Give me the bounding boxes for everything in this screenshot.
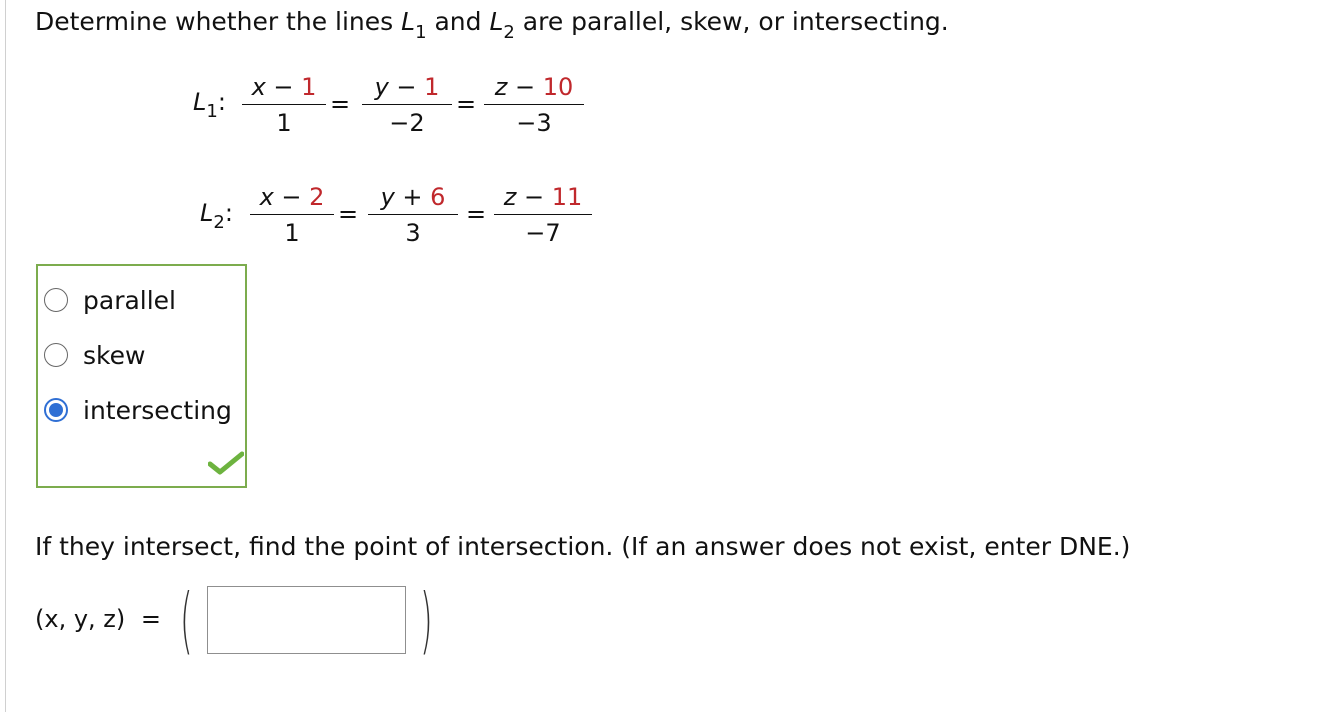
option-intersecting[interactable] <box>44 395 232 425</box>
line1-z-constant: 10 <box>542 73 574 101</box>
option-label: parallel <box>83 285 177 315</box>
point-variables: (x, y, z) <box>35 605 126 633</box>
line2-label <box>200 199 233 233</box>
question-part1: Determine whether the lines <box>35 7 402 36</box>
answer-options-box <box>36 264 247 488</box>
line-subscript-1: 1 <box>415 22 427 43</box>
equals-sign: = <box>338 200 359 228</box>
line1-y-denominator: −2 <box>389 109 425 137</box>
line2-name: L <box>200 199 214 227</box>
line2-y-numerator: y + <box>380 183 431 211</box>
radio-button[interactable] <box>44 343 68 367</box>
equals-sign: = <box>330 90 351 118</box>
line1-name: L <box>193 88 207 116</box>
open-paren: ( <box>180 578 193 662</box>
line-subscript-2: 2 <box>503 22 515 43</box>
line1-x-fraction <box>242 72 326 138</box>
left-border <box>5 0 6 712</box>
question-and: and <box>426 7 490 36</box>
point-equals: = <box>140 605 161 633</box>
question-part2: are parallel, skew, or intersecting. <box>514 7 949 36</box>
close-paren: ) <box>420 578 433 662</box>
line2-z-denominator: −7 <box>525 219 561 247</box>
line1-x-denominator: 1 <box>276 109 292 137</box>
line2-y-constant: 6 <box>430 183 446 211</box>
option-parallel[interactable] <box>44 285 176 315</box>
line2-x-fraction <box>250 182 334 248</box>
line2-y-denominator: 3 <box>405 219 421 247</box>
line1-label <box>193 88 226 122</box>
intersection-answer-input[interactable] <box>207 586 406 654</box>
radio-button-selected[interactable] <box>44 398 68 422</box>
line2-y-fraction <box>368 182 458 248</box>
option-skew[interactable] <box>44 340 145 370</box>
line2-z-numerator: z − <box>503 183 552 211</box>
line1-colon: : <box>217 88 226 116</box>
radio-button[interactable] <box>44 288 68 312</box>
line2-x-denominator: 1 <box>284 219 300 247</box>
line1-z-fraction <box>484 72 584 138</box>
option-label: skew <box>83 340 146 370</box>
equals-sign: = <box>456 90 477 118</box>
checkmark-icon <box>208 451 244 475</box>
line1-z-numerator: z − <box>494 73 543 101</box>
line1-x-constant: 1 <box>301 73 317 101</box>
line2-z-constant: 11 <box>551 183 583 211</box>
line2-z-fraction <box>494 182 592 248</box>
line2-sub: 2 <box>213 212 225 233</box>
line2-x-constant: 2 <box>309 183 325 211</box>
line1-y-numerator: y − <box>374 73 425 101</box>
point-label <box>35 605 161 633</box>
line1-z-denominator: −3 <box>516 109 552 137</box>
line2-x-numerator: x − <box>259 183 310 211</box>
option-label: intersecting <box>83 395 232 425</box>
intersection-prompt: If they intersect, find the point of intersection. (If an answer does not exist, enter DNE.) <box>35 532 1131 561</box>
line2-colon: : <box>224 199 233 227</box>
line-symbol-1: L <box>401 7 416 36</box>
line1-y-fraction <box>362 72 452 138</box>
line1-x-numerator: x − <box>251 73 302 101</box>
line1-y-constant: 1 <box>424 73 440 101</box>
line-symbol-2: L <box>489 7 504 36</box>
line1-sub: 1 <box>206 101 218 122</box>
equals-sign: = <box>466 200 487 228</box>
question-text <box>35 6 949 41</box>
